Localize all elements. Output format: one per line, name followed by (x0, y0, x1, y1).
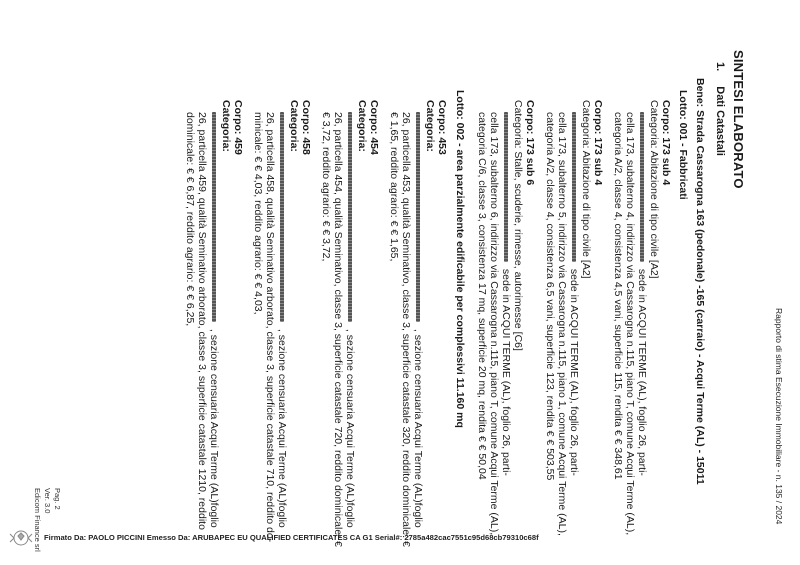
bene-line: Bene: Strada Cassarogna 163 (pedonale) -165 (carraio) - Acqui Terme (AL) - 15011 (694, 78, 706, 485)
version: Ver. 3.0 (43, 488, 52, 514)
corpo-a-line1: sede in ACQUI TERME (AL), foglio 26, parti- (636, 112, 648, 476)
corpo-454-line1: , sezione censuaria Acqui Terme (AL)foglio (344, 112, 356, 528)
corpo-458-line1: , sezione censuaria Acqui Terme (AL)foglio (276, 112, 288, 528)
corpo-c-line3: categoria C/6, classe 3, consistenza 17 mq, superficie 20 mq, rendita € € 50,04 (476, 112, 488, 480)
corpo-459-line2: 26, particella 459, qualità Seminativo arborato, classe 3, superficie catastale 1210, reddito (196, 112, 208, 530)
corpo-459-label: Corpo: 459 (232, 100, 244, 155)
redaction-mark (504, 112, 508, 262)
redaction-mark (640, 112, 644, 262)
redaction-mark (416, 112, 420, 322)
section-number: 1. (714, 62, 726, 72)
corpo-b-label: Corpo: 173 sub 4 (592, 100, 604, 186)
seal-icon (8, 528, 34, 548)
corpo-c-line1: sede in ACQUI TERME (AL), foglio 26, parti- (500, 112, 512, 476)
corpo-453-line3: € 1,65, reddito agrario: € € 1,65, (388, 112, 400, 262)
corpo-b-line1: sede in ACQUI TERME (AL), foglio 26, parti- (568, 112, 580, 476)
corpo-c-label: Corpo: 173 sub 6 (524, 100, 536, 186)
corpo-454-line3: € 3,72, reddito agrario: € € 3,72, (320, 112, 332, 262)
page-number: Pag. 2 (53, 488, 62, 510)
corpo-453-line1: , sezione censuaria Acqui Terme (AL)foglio (412, 112, 424, 528)
corpo-453-label: Corpo: 453 (436, 100, 448, 155)
corpo-a-line2: cella 173, subalterno 4, indirizzo via Cassarogna n.115, piano T, comune Acqui Terme (AL), (624, 112, 636, 536)
corpo-454-label: Corpo: 454 (368, 100, 380, 155)
corpo-453-categoria: Categoria: (424, 100, 436, 152)
section-title: Dati Catastali (714, 86, 726, 156)
corpo-454-categoria: Categoria: (356, 100, 368, 152)
corpo-a-categoria: Categoria: Abitazione di tipo civile [A2] (648, 100, 660, 279)
redaction-mark (572, 112, 576, 262)
section-heading (714, 62, 726, 156)
lotto-002-title: Lotto: 002 - area parzialmente edificabile per complessivi 11.160 mq (454, 90, 466, 428)
corpo-459-categoria: Categoria: (220, 100, 232, 152)
corpo-458-line3: minicale: € € 4,03, reddito agrario: € € 4,03, (252, 112, 264, 315)
report-title: Rapporto di stima Esecuzione Immobiliare - n. 135 / 2024 (774, 308, 784, 525)
corpo-454-line2: 26, particella 454, qualità Seminativo, classe 3, superficie catastale 720, reddito dominicale: € (332, 112, 344, 547)
corpo-459-line1: , sezione censuaria Acqui Terme (AL)foglio (208, 112, 220, 528)
redaction-mark (280, 112, 284, 322)
corpo-a-label: Corpo: 173 sub 4 (660, 100, 672, 186)
corpo-a-line3: categoria A/2, classe 4, consistenza 4,5 vani, superficie 115, rendita € € 348,61 (612, 112, 624, 480)
corpo-458-label: Corpo: 458 (300, 100, 312, 155)
corpo-459-line3: dominicale: € € 6,87, reddito agrario: € € 6,25, (184, 112, 196, 327)
redaction-mark (212, 112, 216, 322)
corpo-c-line2: cella 173, subalterno 6, indirizzo via Cassarogna n.115, piano T, comune Acqui Terme (AL), (488, 112, 500, 536)
lotto-001-title: Lotto: 001 - Fabbricati (677, 90, 689, 200)
signature-bar (0, 528, 800, 550)
corpo-458-line2: 26, particella 458, qualità Seminativo arborato, classe 3, superficie catastale 710, reddito do- (264, 112, 276, 543)
corpo-b-line2: cella 173, subalterno 5, indirizzo via Cassarogna n.115, piano 1, comune Acqui Terme (AL), (556, 112, 568, 536)
corpo-b-line3: categoria A/2, classe 4, consistenza 6,5 vani, superficie 123, rendita € € 503,55 (544, 112, 556, 481)
corpo-453-line2: 26, particella 453, qualità Seminativo, classe 3, superficie catastale 320, reddito dominicale: € (400, 112, 412, 547)
publisher: Edicom Finance srl (33, 488, 42, 552)
corpo-458-categoria: Categoria: (288, 100, 300, 152)
document-title: SINTESI ELABORATO (731, 50, 746, 189)
redaction-mark (348, 112, 352, 322)
signature-text: Firmato Da: PAOLO PICCINI Emesso Da: ARUBAPEC EU QUALIFIED CERTIFICATES CA G1 Serial#: 2785a482cac7551c95d68cb79310c68f (44, 533, 539, 542)
corpo-b-categoria: Categoria: Abitazione di tipo civile [A2] (580, 100, 592, 279)
corpo-c-categoria: Categoria: Stalle, scuderie, rimesse, autorimesse [C6] (512, 100, 524, 351)
